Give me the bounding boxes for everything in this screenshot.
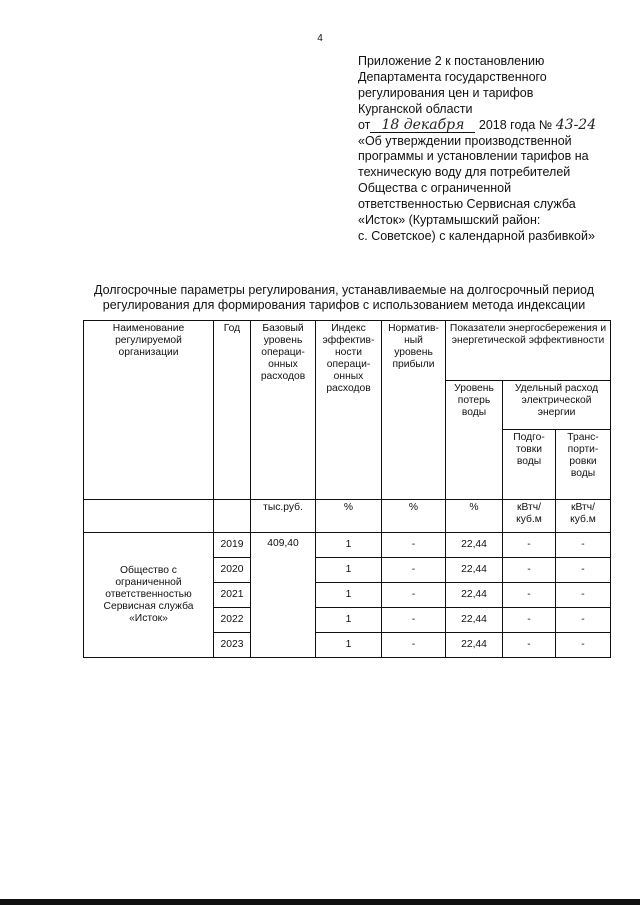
base-value-cell: 409,40 bbox=[251, 533, 316, 658]
index-cell: 1 bbox=[316, 533, 382, 558]
year-cell: 2020 bbox=[214, 558, 251, 583]
appendix-line: Приложение 2 к постановлению bbox=[358, 54, 545, 68]
losses-cell: 22,44 bbox=[446, 583, 503, 608]
unit-base: тыс.руб. bbox=[251, 500, 316, 533]
prep-cell: - bbox=[503, 558, 556, 583]
handwritten-date: 18 декабря bbox=[370, 119, 475, 133]
header-transport: Транс-порти-ровки воды bbox=[556, 430, 611, 500]
unit-profit: % bbox=[382, 500, 446, 533]
appendix-line: с. Советское) с календарной разбивкой» bbox=[358, 228, 595, 243]
index-cell: 1 bbox=[316, 608, 382, 633]
header-year: Год bbox=[214, 321, 251, 500]
losses-cell: 22,44 bbox=[446, 608, 503, 633]
appendix-line: программы и установлении тарифов на bbox=[358, 149, 589, 164]
prep-cell: - bbox=[503, 608, 556, 633]
profit-cell: - bbox=[382, 633, 446, 658]
prep-cell: - bbox=[503, 583, 556, 608]
appendix-date-line bbox=[358, 118, 628, 134]
prep-cell: - bbox=[503, 633, 556, 658]
date-prefix: от bbox=[358, 117, 371, 132]
index-cell: 1 bbox=[316, 633, 382, 658]
year-cell: 2021 bbox=[214, 583, 251, 608]
header-index: Индекс эффектив-ности операци-онных расходов bbox=[316, 321, 382, 500]
unit-prep: кВтч/ куб.м bbox=[503, 500, 556, 533]
appendix-line: «Исток» (Куртамышский район: bbox=[358, 213, 541, 228]
appendix-line: Курганской области bbox=[358, 101, 473, 116]
appendix-line: регулирования цен и тарифов bbox=[358, 85, 534, 100]
appendix-block bbox=[358, 54, 628, 245]
handwritten-number: 43-24 bbox=[555, 116, 597, 133]
unit-losses: % bbox=[446, 500, 503, 533]
page-number: 4 bbox=[317, 33, 323, 44]
profit-cell: - bbox=[382, 583, 446, 608]
header-electricity-group: Удельный расход электрической энергии bbox=[503, 381, 611, 430]
index-cell: 1 bbox=[316, 558, 382, 583]
header-losses: Уровень потерь воды bbox=[446, 381, 503, 500]
transport-cell: - bbox=[556, 533, 611, 558]
date-year: 2018 года № bbox=[478, 117, 553, 132]
document-heading bbox=[70, 283, 618, 313]
index-cell: 1 bbox=[316, 583, 382, 608]
header-energy-group: Показатели энергосбережения и энергетической эффективности bbox=[446, 321, 611, 381]
profit-cell: - bbox=[382, 558, 446, 583]
table-row bbox=[84, 533, 611, 558]
units-row bbox=[84, 500, 611, 533]
heading-line: регулирования для формирования тарифов с использованием метода индексации bbox=[102, 298, 586, 312]
losses-cell: 22,44 bbox=[446, 633, 503, 658]
year-cell: 2022 bbox=[214, 608, 251, 633]
year-cell: 2023 bbox=[214, 633, 251, 658]
transport-cell: - bbox=[556, 583, 611, 608]
header-base: Базовый уровень операци-онных расходов bbox=[251, 321, 316, 500]
parameters-table bbox=[83, 320, 611, 658]
header-org: Наименование регулируемой организации bbox=[84, 321, 214, 500]
losses-cell: 22,44 bbox=[446, 558, 503, 583]
prep-cell: - bbox=[503, 533, 556, 558]
appendix-line: техническую воду для потребителей bbox=[358, 165, 571, 180]
year-cell: 2019 bbox=[214, 533, 251, 558]
header-prep: Подго-товки воды bbox=[503, 430, 556, 500]
profit-cell: - bbox=[382, 608, 446, 633]
scan-bottom-edge bbox=[0, 899, 640, 905]
appendix-line: ответственностью Сервисная служба bbox=[358, 197, 576, 212]
appendix-line: «Об утверждении производственной bbox=[358, 133, 572, 148]
heading-line: Долгосрочные параметры регулирования, устанавливаемые на долгосрочный период bbox=[93, 283, 595, 297]
unit-year bbox=[214, 500, 251, 533]
header-profit: Норматив-ный уровень прибыли bbox=[382, 321, 446, 500]
unit-org bbox=[84, 500, 214, 533]
unit-index: % bbox=[316, 500, 382, 533]
transport-cell: - bbox=[556, 633, 611, 658]
appendix-line: Общества с ограниченной bbox=[358, 181, 512, 196]
org-name-cell: Общество с ограниченной ответственностью Сервисная служба «Исток» bbox=[84, 533, 214, 658]
appendix-line: Департамента государственного bbox=[358, 69, 547, 84]
transport-cell: - bbox=[556, 608, 611, 633]
unit-transport: кВтч/ куб.м bbox=[556, 500, 611, 533]
losses-cell: 22,44 bbox=[446, 533, 503, 558]
profit-cell: - bbox=[382, 533, 446, 558]
transport-cell: - bbox=[556, 558, 611, 583]
